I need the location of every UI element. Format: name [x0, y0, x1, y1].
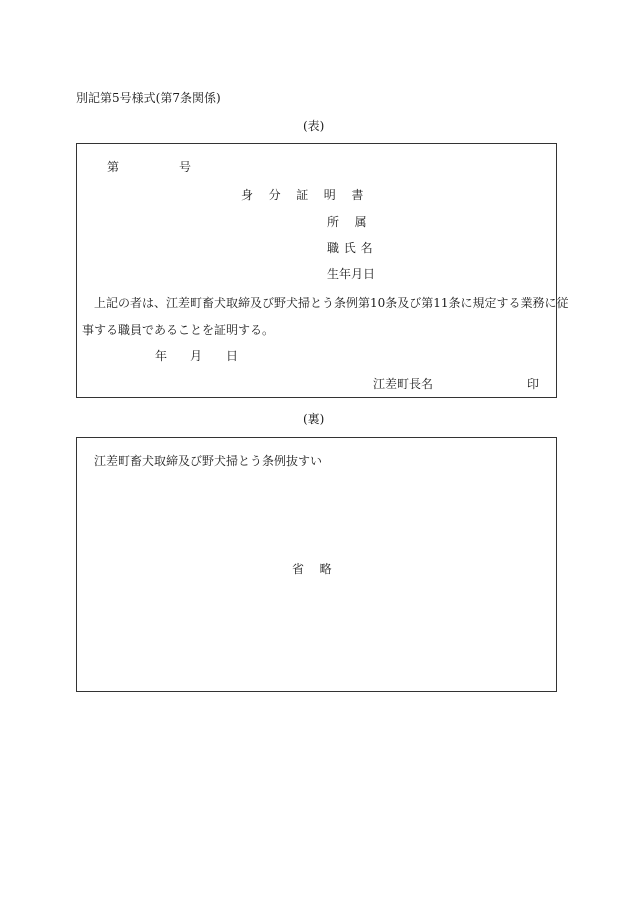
omitted-text: 省略 — [292, 562, 348, 576]
form-number: 別記第5号様式(第7条関係) — [76, 91, 221, 105]
body-line-2: 事する職員であることを証明する。 — [82, 323, 275, 337]
number-suffix: 号 — [179, 160, 192, 174]
back-side-label: (裏) — [303, 412, 325, 426]
certificate-title: 身分証明書 — [241, 188, 380, 202]
position-name-label: 職氏名 — [327, 241, 378, 255]
issuer-name: 江差町長名 — [373, 377, 434, 391]
body-line-1: 上記の者は、江差町畜犬取締及び野犬掃とう条例第10条及び第11条に規定する業務に従 — [94, 296, 569, 310]
front-side-label: (表) — [303, 119, 325, 133]
front-card — [76, 143, 569, 398]
date-year: 年 — [155, 349, 168, 363]
back-card — [76, 437, 557, 692]
date-month: 月 — [190, 349, 203, 363]
birthdate-label: 生年月日 — [327, 267, 376, 281]
excerpt-title: 江差町畜犬取締及び野犬掃とう条例抜すい — [94, 454, 323, 468]
affiliation-label: 所属 — [327, 215, 383, 229]
number-prefix: 第 — [107, 160, 120, 174]
date-day: 日 — [226, 349, 239, 363]
seal-mark: 印 — [527, 377, 540, 391]
